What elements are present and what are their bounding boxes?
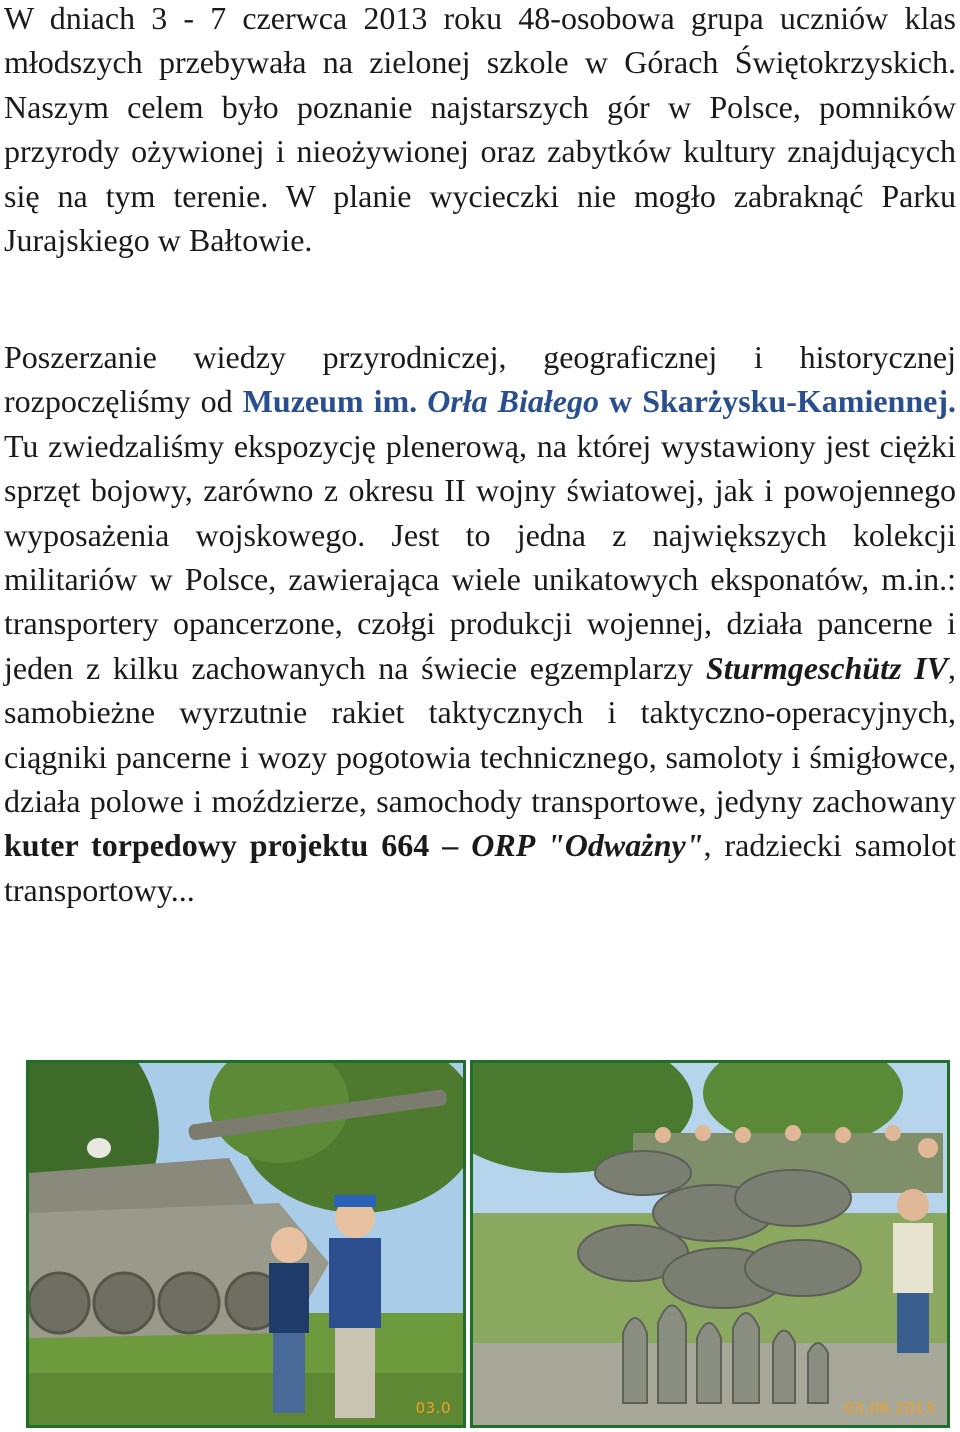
paragraph-museum-body3: , radziecki samolot transportowy... xyxy=(4,827,957,908)
paragraph-museum xyxy=(4,335,956,912)
sturmgeschutz-name: Sturmgeschütz IV xyxy=(705,649,949,686)
photo-ammunition-display xyxy=(470,1060,950,1428)
paragraph-museum-body2: , samobieżne wyrzutnie rakiet taktycznych i taktyczno-operacyjnych, ciągniki pancerne i wozy pogotowia technicznego, samoloty i śmigłowce, działa polowe i moździerze, samochody transportowe, jedyny zachowany xyxy=(4,649,957,820)
torpedo-boat-label: kuter torpedowy projektu 664 – xyxy=(4,827,472,864)
tank-photo-illustration xyxy=(29,1063,463,1425)
torpedo-boat-name: ORP "Odważny" xyxy=(471,827,704,864)
museum-link-part2[interactable]: Orła Białego xyxy=(427,383,600,420)
ammunition-photo-illustration xyxy=(473,1063,947,1425)
paragraph-museum-intro: Poszerzanie wiedzy przyrodniczej, geograficznej i historycznej rozpoczęliśmy od xyxy=(4,339,956,420)
photo-date-stamp-left: 03.0 xyxy=(415,1399,451,1417)
photo-tank-children xyxy=(26,1060,466,1428)
photo-date-stamp-right: 03.06.2013 xyxy=(844,1399,935,1417)
paragraph-intro: W dniach 3 - 7 czerwca 2013 roku 48-osobowa grupa uczniów klas młodszych przebywała na zielonej szkole w Górach Świętokrzyskich. Naszym celem było poznanie najstarszych gór w Polsce, pomników przyrody ożywionej i nieożywionej oraz zabytków kultury znajdujących się na tym terenie. W planie wycieczki nie mogło zabraknąć Parku Jurajskiego w Bałtowie. xyxy=(4,0,956,259)
museum-link-part3[interactable]: w Skarżysku-Kamiennej. xyxy=(599,383,957,420)
museum-link-part1[interactable]: Muzeum im. xyxy=(242,383,428,420)
paragraph-museum-body1: Tu zwiedzaliśmy ekspozycję plenerową, na której wystawiony jest ciężki sprzęt bojowy, zarówno z okresu II wojny światowej, jak i powojennego wyposażenia wojskowego. Jest to jedna z największych kolekcji militariów w Polsce, zawierająca wiele unikatowych eksponatów, m.in.: transportery opancerzone, czołgi produkcji wojennej, działa pancerne i jeden z kilku zachowanych na świecie egzemplarzy xyxy=(4,427,956,686)
photo-row xyxy=(0,1058,960,1432)
